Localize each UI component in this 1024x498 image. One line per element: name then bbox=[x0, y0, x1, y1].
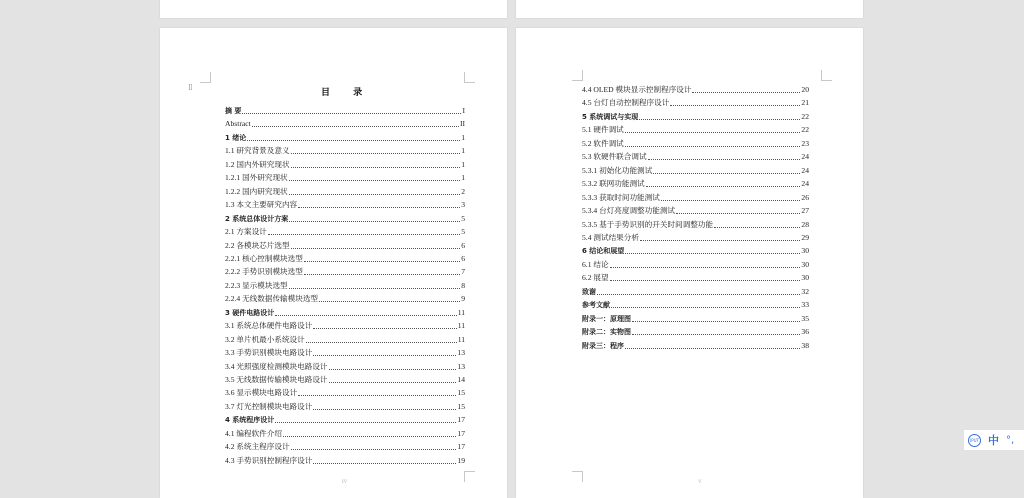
toc-entry-label: 致谢 bbox=[582, 287, 596, 296]
toc-entry-label: 4.3 手势识别控制程序设计 bbox=[225, 455, 313, 465]
toc-entry[interactable] bbox=[582, 98, 809, 108]
toc-entry-label: 3.6 显示模块电路设计 bbox=[225, 388, 298, 398]
toc-entry[interactable] bbox=[225, 294, 465, 304]
toc-leader-dots bbox=[692, 91, 800, 93]
toc-entry-label: 4.1 编程软件介绍 bbox=[225, 428, 282, 438]
toc-leader-dots bbox=[247, 139, 460, 141]
toc-entry-label: 摘 要 bbox=[225, 107, 242, 115]
toc-leader-dots bbox=[275, 314, 456, 316]
toc-leader-dots bbox=[304, 260, 460, 262]
margin-marker-top-right bbox=[821, 70, 832, 81]
toc-entry-page: 26 bbox=[801, 192, 809, 202]
toc-entry-page: 29 bbox=[801, 232, 809, 242]
toc-entry[interactable] bbox=[582, 220, 809, 230]
toc-entry[interactable] bbox=[225, 375, 465, 385]
toc-entry-label: 1.2.2 国内研究现状 bbox=[225, 186, 288, 196]
toc-entry-page: 17 bbox=[457, 428, 465, 438]
toc-entry[interactable] bbox=[225, 160, 465, 170]
toc-entry-page: 15 bbox=[457, 388, 465, 398]
previous-page-left bbox=[160, 0, 507, 18]
toc-entry[interactable] bbox=[225, 200, 465, 210]
toc-leader-dots bbox=[252, 125, 459, 127]
ime-punctuation-icon[interactable]: °, bbox=[1006, 434, 1015, 446]
toc-leader-dots bbox=[291, 152, 461, 154]
toc-leader-dots bbox=[639, 118, 800, 120]
page-footer: V bbox=[698, 480, 702, 485]
toc-leader-dots bbox=[268, 233, 460, 235]
toc-entry-page: 32 bbox=[801, 286, 809, 296]
toc-entry[interactable] bbox=[582, 179, 809, 189]
toc-entry[interactable] bbox=[225, 362, 465, 372]
toc-entry-page: 38 bbox=[801, 340, 809, 350]
toc-entry-label: 2.2.1 核心控制模块选型 bbox=[225, 253, 303, 263]
toc-entry[interactable] bbox=[582, 166, 809, 176]
toc-entry-page: 11 bbox=[457, 307, 465, 317]
document-page-toc-1[interactable] bbox=[160, 28, 507, 498]
toc-entry-page: 24 bbox=[801, 165, 809, 175]
toc-entry-label: 5.3 软硬件联合调试 bbox=[582, 152, 647, 162]
toc-entry-label: 4.5 台灯自动控制程序设计 bbox=[582, 98, 670, 108]
toc-leader-dots bbox=[329, 368, 457, 370]
toc-leader-dots bbox=[298, 394, 456, 396]
toc-entry-page: II bbox=[459, 119, 465, 129]
toc-entry[interactable] bbox=[225, 267, 465, 277]
toc-entry[interactable] bbox=[225, 308, 465, 318]
toc-entry-page: 11 bbox=[457, 321, 465, 331]
toc-entry-label: 附录二：实物图 bbox=[582, 328, 631, 337]
toc-entry[interactable] bbox=[582, 273, 809, 283]
toc-entry-label: 参考文献 bbox=[582, 301, 610, 310]
toc-entry-label: 3 硬件电路设计 bbox=[225, 308, 275, 317]
toc-entry-label: 2.2.3 显示模块选型 bbox=[225, 280, 288, 290]
toc-entry-page: 20 bbox=[801, 85, 809, 94]
margin-marker-top-right bbox=[464, 72, 475, 83]
toc-leader-dots bbox=[289, 287, 461, 289]
toc-leader-dots bbox=[648, 158, 801, 160]
toc-entry-page: 24 bbox=[801, 152, 809, 162]
toc-leader-dots bbox=[289, 193, 461, 195]
toc-entry-page: 15 bbox=[457, 401, 465, 411]
toc-entry-page: 9 bbox=[461, 294, 465, 304]
toc-entry[interactable] bbox=[225, 429, 465, 439]
toc-leader-dots bbox=[670, 104, 800, 106]
toc-entry[interactable] bbox=[225, 106, 465, 116]
toc-entry[interactable] bbox=[225, 173, 465, 183]
margin-marker-top-left bbox=[200, 72, 211, 83]
toc-entry-label: 2 系统总体设计方案 bbox=[225, 214, 289, 223]
ime-toolbar bbox=[964, 430, 1024, 450]
toc-entry-page: 33 bbox=[801, 300, 809, 310]
toc-entry-label: 3.5 无线数据传输模块电路设计 bbox=[225, 375, 328, 384]
toc-leader-dots bbox=[597, 293, 800, 295]
toc-leader-dots bbox=[275, 421, 456, 423]
toc-entry-label: 5.3.4 台灯亮度调整功能测试 bbox=[582, 206, 676, 216]
toc-entry-page: 1 bbox=[461, 146, 465, 156]
toc-entry[interactable] bbox=[582, 139, 809, 149]
toc-entry[interactable] bbox=[582, 193, 809, 203]
toc-leader-dots bbox=[653, 172, 800, 174]
toc-entry-page: 19 bbox=[457, 455, 465, 465]
toc-leader-dots bbox=[283, 435, 456, 437]
toc-entry-label: Abstract bbox=[225, 119, 251, 129]
toc-entry-page: 36 bbox=[801, 327, 809, 337]
toc-entry-label: 1.1 研究背景及意义 bbox=[225, 146, 290, 156]
toc-entry[interactable] bbox=[582, 300, 809, 310]
toc-entry-label: 6 结论和展望 bbox=[582, 247, 625, 256]
toc-entry-label: 5.1 硬件调试 bbox=[582, 125, 624, 135]
toc-entry-page: 1 bbox=[461, 159, 465, 169]
toc-leader-dots bbox=[313, 462, 456, 464]
toc-leader-dots bbox=[640, 239, 800, 241]
toc-leader-dots bbox=[242, 112, 461, 114]
toc-leader-dots bbox=[313, 327, 456, 329]
toc-entry-label: 4.2 系统主程序设计 bbox=[225, 442, 290, 452]
toc-leader-dots bbox=[289, 220, 460, 222]
toc-entry[interactable] bbox=[225, 241, 465, 251]
toc-entry[interactable] bbox=[225, 442, 465, 452]
toc-leader-dots bbox=[304, 273, 460, 275]
toc-entry-label: 6.2 展望 bbox=[582, 273, 609, 283]
toc-entry-page: 11 bbox=[457, 334, 465, 344]
toc-entry[interactable] bbox=[582, 287, 809, 297]
drag-handle-icon[interactable]: ⁞⁞ bbox=[188, 83, 192, 93]
toc-entry-label: 附录三：程序 bbox=[582, 341, 624, 350]
toc-leader-dots bbox=[329, 381, 457, 383]
toc-entry[interactable] bbox=[582, 233, 809, 243]
toc-entry-page: 8 bbox=[461, 280, 465, 290]
toc-leader-dots bbox=[676, 212, 800, 214]
toc-entry-label: 3.1 系统总体硬件电路设计 bbox=[225, 321, 313, 331]
toc-entry-page: 22 bbox=[801, 125, 809, 135]
toc-entry[interactable] bbox=[582, 206, 809, 216]
toc-entry-page: 17 bbox=[457, 442, 465, 452]
toc-entry[interactable] bbox=[225, 281, 465, 291]
toc-entry[interactable] bbox=[582, 327, 809, 337]
toc-entry[interactable] bbox=[225, 335, 465, 345]
toc-entry[interactable] bbox=[582, 125, 809, 135]
toc-entry-page: 27 bbox=[801, 206, 809, 216]
toc-leader-dots bbox=[610, 279, 801, 281]
toc-leader-dots bbox=[714, 226, 800, 228]
toc-leader-dots bbox=[610, 266, 801, 268]
page-footer: IV bbox=[342, 480, 348, 485]
toc-entry[interactable] bbox=[225, 254, 465, 264]
toc-leader-dots bbox=[625, 131, 801, 133]
toc-entry-label: 3.3 手势识别模块电路设计 bbox=[225, 348, 313, 358]
toc-entry-page: 3 bbox=[461, 200, 465, 210]
toc-entry-page: 5 bbox=[461, 227, 465, 237]
toc-entry-label: 3.4 光照强度检测模块电路设计 bbox=[225, 361, 328, 371]
toc-entry-page: I bbox=[462, 106, 465, 115]
toc-entry-page: 1 bbox=[461, 132, 465, 142]
toc-entry-label: 3.7 灯光控制模块电路设计 bbox=[225, 401, 313, 411]
toc-entry-label: 5.3.1 初始化功能测试 bbox=[582, 165, 653, 175]
toc-entry-label: 2.2 各模块芯片选型 bbox=[225, 240, 290, 250]
toc-entry[interactable] bbox=[582, 260, 809, 270]
toc-entry[interactable] bbox=[582, 112, 809, 122]
toc-entry[interactable] bbox=[582, 85, 809, 95]
toc-entry[interactable] bbox=[225, 388, 465, 398]
toc-entry-page: 6 bbox=[461, 253, 465, 263]
toc-entry[interactable] bbox=[225, 348, 465, 358]
toc-entry[interactable] bbox=[225, 227, 465, 237]
toc-leader-dots bbox=[646, 185, 801, 187]
toc-entry-page: 17 bbox=[457, 415, 465, 425]
toc-entry[interactable] bbox=[225, 321, 465, 331]
toc-entry-label: 4.4 OLED 模块显示控制程序设计 bbox=[582, 85, 692, 94]
toc-leader-dots bbox=[611, 306, 800, 308]
toc-entry-page: 13 bbox=[457, 361, 465, 371]
toc-entry-label: 4 系统程序设计 bbox=[225, 416, 275, 425]
toc-entry[interactable] bbox=[225, 119, 465, 129]
toc-leader-dots bbox=[625, 145, 801, 147]
toc-entry-page: 30 bbox=[801, 273, 809, 283]
toc-leader-dots bbox=[298, 206, 460, 208]
toc-entry-label: 1 绪论 bbox=[225, 133, 247, 142]
toc-entry-label: 5.3.2 联网功能测试 bbox=[582, 179, 645, 189]
margin-marker-bottom-right bbox=[464, 471, 475, 482]
toc-entry-label: 2.1 方案设计 bbox=[225, 227, 267, 237]
toc-leader-dots bbox=[289, 179, 461, 181]
ime-language-toggle[interactable]: 中 bbox=[988, 434, 999, 447]
toc-title: 目 录 bbox=[321, 88, 373, 98]
toc-entry[interactable] bbox=[582, 341, 809, 351]
margin-marker-bottom-left bbox=[572, 471, 583, 482]
toc-entry-label: 附录一：原理图 bbox=[582, 314, 631, 323]
toc-entry-page: 21 bbox=[801, 98, 809, 108]
toc-entry[interactable] bbox=[225, 187, 465, 197]
toc-entry-page: 5 bbox=[461, 213, 465, 223]
toc-entry-label: 5.4 测试结果分析 bbox=[582, 232, 639, 242]
toc-entry-page: 22 bbox=[801, 111, 809, 121]
toc-entry-page: 35 bbox=[801, 313, 809, 323]
toc-entry[interactable] bbox=[225, 214, 465, 224]
toc-leader-dots bbox=[291, 448, 457, 450]
toc-entry[interactable] bbox=[225, 146, 465, 156]
toc-entry[interactable] bbox=[225, 415, 465, 425]
toc-entry-page: 24 bbox=[801, 179, 809, 189]
toc-entry-label: 1.2 国内外研究现状 bbox=[225, 159, 290, 169]
document-page-toc-2[interactable] bbox=[516, 28, 863, 498]
toc-leader-dots bbox=[291, 247, 461, 249]
toc-leader-dots bbox=[661, 199, 801, 201]
toc-entry-page: 7 bbox=[461, 267, 465, 277]
toc-entry[interactable] bbox=[225, 133, 465, 143]
toc-entry-label: 5 系统调试与实现 bbox=[582, 112, 639, 121]
toc-leader-dots bbox=[625, 252, 800, 254]
toc-entry-page: 2 bbox=[461, 186, 465, 196]
toc-entry[interactable] bbox=[225, 456, 465, 466]
toc-entry[interactable] bbox=[225, 402, 465, 412]
toc-entry[interactable] bbox=[582, 246, 809, 256]
toc-entry-page: 28 bbox=[801, 219, 809, 229]
toc-entry-page: 13 bbox=[457, 348, 465, 358]
toc-leader-dots bbox=[632, 320, 800, 322]
toc-entry-label: 1.2.1 国外研究现状 bbox=[225, 173, 288, 183]
toc-entry[interactable] bbox=[582, 314, 809, 324]
toc-leader-dots bbox=[313, 354, 456, 356]
toc-leader-dots bbox=[306, 341, 457, 343]
margin-marker-top-left bbox=[572, 70, 583, 81]
ime-logo-icon[interactable]: IPUT bbox=[968, 434, 981, 447]
toc-entry-page: 14 bbox=[457, 375, 465, 384]
toc-leader-dots bbox=[632, 333, 800, 335]
toc-leader-dots bbox=[319, 300, 460, 302]
toc-entry-page: 6 bbox=[461, 240, 465, 250]
toc-entry-page: 23 bbox=[801, 138, 809, 148]
toc-entry-page: 1 bbox=[461, 173, 465, 183]
toc-leader-dots bbox=[313, 408, 456, 410]
toc-entry-label: 1.3 本文主要研究内容 bbox=[225, 200, 298, 210]
toc-entry-label: 2.2.4 无线数据传输模块选型 bbox=[225, 294, 319, 304]
toc-entry-label: 3.2 单片机最小系统设计 bbox=[225, 334, 305, 344]
toc-entry-page: 30 bbox=[801, 259, 809, 269]
toc-entry[interactable] bbox=[582, 152, 809, 162]
toc-leader-dots bbox=[291, 166, 461, 168]
toc-entry-page: 30 bbox=[801, 246, 809, 256]
toc-entry-label: 5.3.5 基于手势识别的开关时间调整功能 bbox=[582, 219, 713, 229]
toc-entry-label: 5.2 软件调试 bbox=[582, 138, 624, 148]
toc-leader-dots bbox=[625, 347, 800, 349]
toc-entry-label: 6.1 结论 bbox=[582, 259, 609, 269]
toc-entry-label: 5.3.3 获取时间功能测试 bbox=[582, 192, 660, 202]
toc-entry-label: 2.2.2 手势识别模块选型 bbox=[225, 267, 303, 277]
previous-page-right bbox=[516, 0, 863, 18]
